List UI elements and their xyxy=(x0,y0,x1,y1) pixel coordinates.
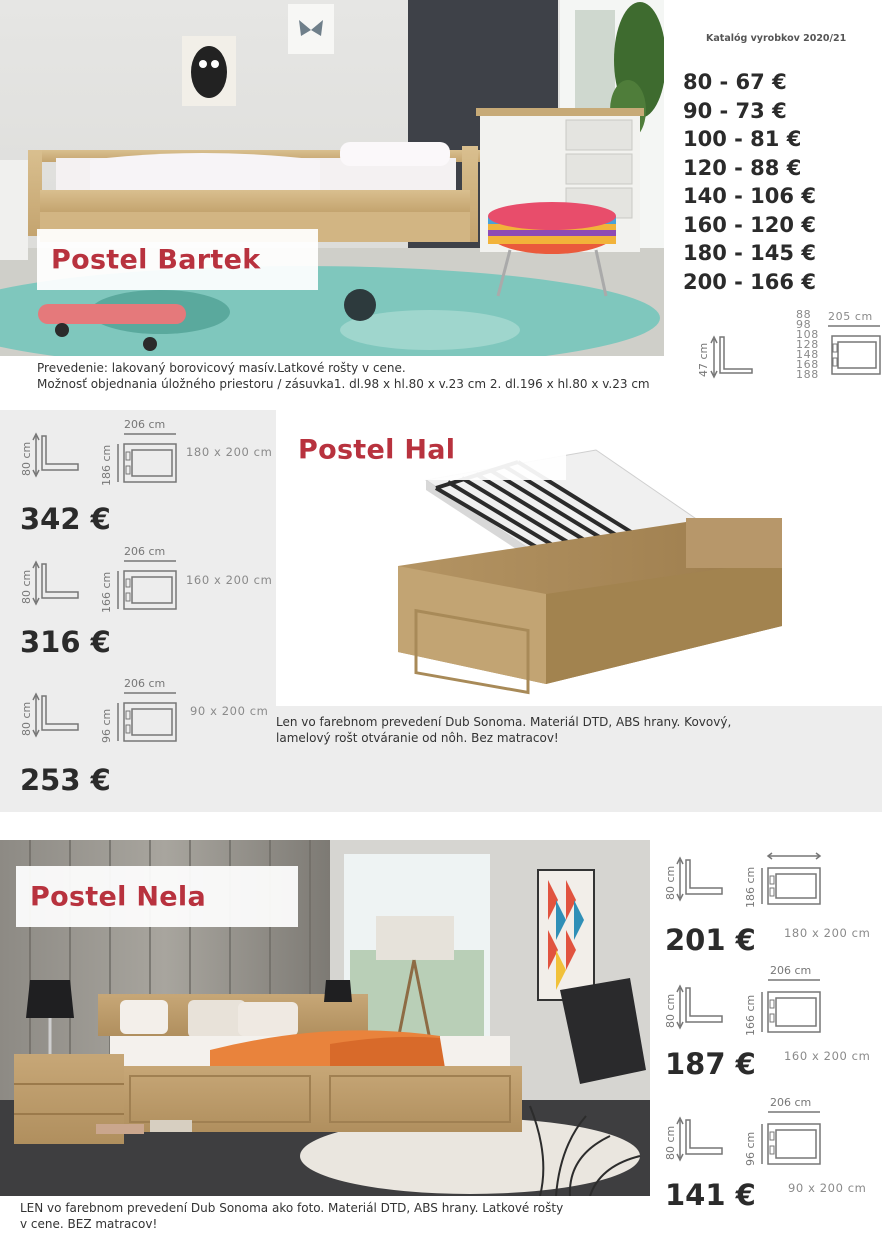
hal-width-label: 186 cm xyxy=(100,444,113,486)
hal-length-label: 206 cm xyxy=(124,418,166,431)
nela-price: 187 € xyxy=(665,1047,756,1081)
hal-price: 316 € xyxy=(20,625,111,659)
bartek-description: Prevedenie: lakovaný borovicový masív.Latkové rošty v cene. Možnosť objednania úložného priestoru / zásuvka1. dl.98 x hl.80 x v.23 cm 2. dl.196 x hl.80 x v.23 cm xyxy=(37,361,650,391)
nela-size-label: 160 x 200 cm xyxy=(784,1049,871,1063)
bed-height-icon xyxy=(694,333,758,381)
bartek-price-row: 100 - 81 € xyxy=(683,127,802,151)
nela-height-label: 80 cm xyxy=(664,993,677,1028)
bartek-price-row: 160 - 120 € xyxy=(683,212,816,237)
hal-title-box xyxy=(284,419,566,480)
bartek-length-label: 205 cm xyxy=(828,310,873,323)
hal-price: 253 € xyxy=(20,763,111,797)
bartek-price-row: 200 - 166 € xyxy=(683,269,816,294)
nela-price: 141 € xyxy=(665,1178,756,1212)
bed-height-icon xyxy=(662,854,726,904)
nela-length-label: 206 cm xyxy=(770,964,812,977)
nela-width-label: 166 cm xyxy=(744,994,757,1036)
bartek-title: Postel Bartek xyxy=(51,244,261,275)
bartek-height-label: 47 cm xyxy=(697,342,710,377)
bed-footprint-icon xyxy=(98,675,182,747)
nela-price: 201 € xyxy=(665,923,756,957)
bed-height-icon xyxy=(18,558,82,608)
hal-price: 342 € xyxy=(20,502,111,536)
bartek-price-row: 120 - 88 € xyxy=(683,155,802,180)
bartek-price-row: 140 - 106 € xyxy=(683,184,816,208)
bed-footprint-icon xyxy=(742,1094,826,1170)
catalog-label: Katalóg vyrobkov 2020/21 xyxy=(706,33,847,44)
bartek-price-row: 90 - 73 € xyxy=(683,98,787,123)
hal-height-label: 80 cm xyxy=(20,701,33,736)
bed-footprint-icon xyxy=(98,416,182,488)
nela-height-label: 80 cm xyxy=(664,865,677,900)
bartek-width-labels: 88 98 108 128 148 168 188 xyxy=(796,308,819,381)
hal-size-label: 160 x 200 cm xyxy=(186,573,273,587)
bartek-price-row: 80 - 67 € xyxy=(683,70,787,94)
bed-height-icon xyxy=(18,430,82,480)
nela-width-label: 96 cm xyxy=(744,1131,757,1166)
bed-footprint-icon xyxy=(98,543,182,615)
nela-title-box xyxy=(16,866,298,927)
hal-height-label: 80 cm xyxy=(20,441,33,476)
bed-footprint-icon xyxy=(742,842,826,914)
hal-size-label: 90 x 200 cm xyxy=(190,704,269,718)
bartek-price-list xyxy=(683,68,816,296)
bed-height-icon xyxy=(662,982,726,1032)
hal-length-label: 206 cm xyxy=(124,545,166,558)
hal-length-label: 206 cm xyxy=(124,677,166,690)
nela-size-label: 180 x 200 cm xyxy=(784,926,871,940)
hal-title: Postel Hal xyxy=(298,434,456,465)
nela-width-label: 186 cm xyxy=(744,866,757,908)
hal-description: Len vo farebnom prevedení Dub Sonoma. Materiál DTD, ABS hrany. Kovový, lamelový rošt otváranie od nôh. Bez matracov! xyxy=(276,715,732,745)
bartek-photo xyxy=(0,0,664,356)
hal-height-label: 80 cm xyxy=(20,569,33,604)
nela-length-label: 206 cm xyxy=(770,1096,812,1109)
bartek-title-box xyxy=(37,229,318,290)
hal-size-label: 180 x 200 cm xyxy=(186,445,273,459)
nela-description: LEN vo farebnom prevedení Dub Sonoma ako foto. Materiál DTD, ABS hrany. Latkové rošty v cene. BEZ matracov! xyxy=(20,1201,564,1231)
bed-footprint-icon xyxy=(818,322,882,378)
bed-height-icon xyxy=(18,690,82,740)
nela-title: Postel Nela xyxy=(30,881,206,912)
hal-width-label: 166 cm xyxy=(100,571,113,613)
bed-height-icon xyxy=(662,1114,726,1164)
hal-width-label: 96 cm xyxy=(100,708,113,743)
nela-height-label: 80 cm xyxy=(664,1125,677,1160)
bed-footprint-icon xyxy=(742,962,826,1038)
bartek-price-row: 180 - 145 € xyxy=(683,241,816,265)
nela-size-label: 90 x 200 cm xyxy=(788,1181,867,1195)
